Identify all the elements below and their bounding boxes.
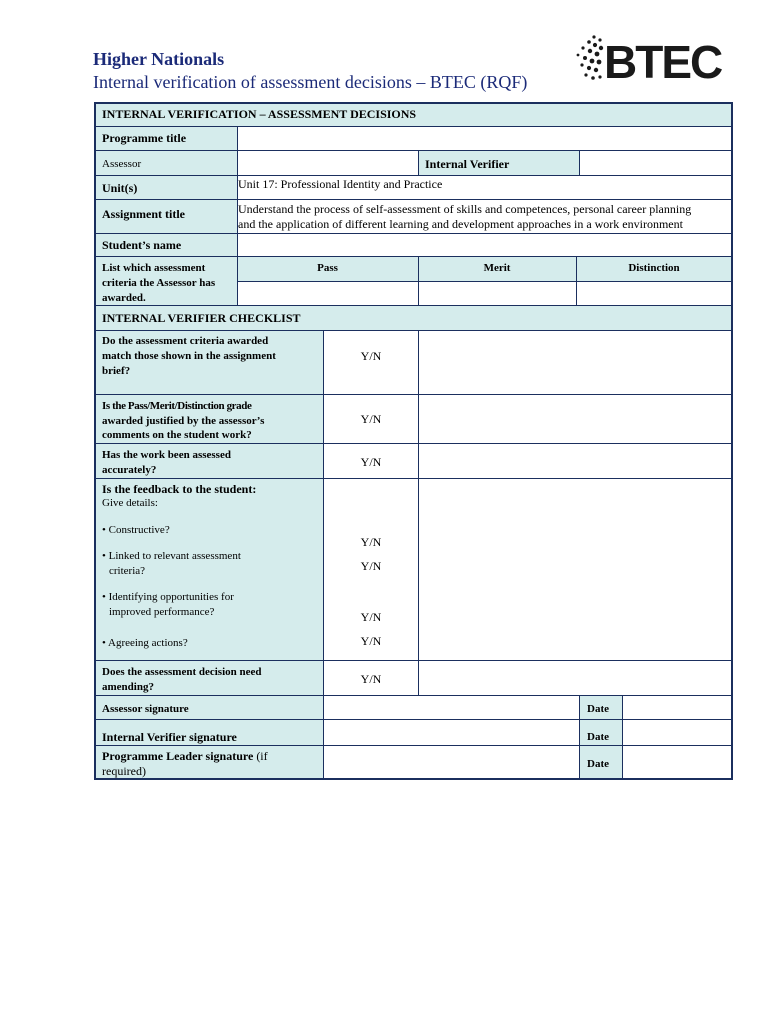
q1-yn[interactable]: Y/N: [360, 349, 382, 363]
q1-line1: Do the assessment criteria awarded: [102, 335, 269, 347]
merit-criteria-field[interactable]: [420, 284, 574, 303]
q2-line3: comments on the student work?: [102, 429, 252, 441]
document-heading: [93, 47, 527, 93]
pl-signature-label-rest2: required): [102, 764, 146, 778]
q1-line2: match those shown in the assignment: [102, 350, 276, 362]
q4-title: Is the feedback to the student:: [102, 482, 257, 496]
pass-header: Pass: [317, 262, 338, 274]
logo-dots-icon: [577, 35, 604, 79]
assessor-field[interactable]: [239, 154, 415, 172]
merit-header: Merit: [483, 262, 511, 274]
pass-criteria-field[interactable]: [239, 284, 416, 303]
assessor-label: Assessor: [102, 158, 142, 170]
q4-bullet-identifying-line2: improved performance?: [109, 606, 215, 618]
criteria-label-line1: List which assessment: [102, 262, 206, 274]
internal-verifier-field[interactable]: [582, 154, 728, 172]
internal-verifier-label: Internal Verifier: [425, 157, 510, 171]
q4-identifying-yn[interactable]: Y/N: [360, 610, 382, 624]
pl-date-label: Date: [587, 758, 609, 770]
q3-line2: accurately?: [102, 464, 157, 476]
distinction-criteria-field[interactable]: [578, 284, 730, 303]
iv-date-label: Date: [587, 731, 609, 743]
section1-title: INTERNAL VERIFICATION – ASSESSMENT DECISIONS: [102, 107, 417, 121]
q4-bullet-linked-line2: criteria?: [109, 565, 146, 577]
distinction-header: Distinction: [628, 262, 680, 274]
assessor-date-field[interactable]: [625, 698, 730, 717]
q3-line1: Has the work been assessed: [102, 449, 231, 461]
q4-bullet-constructive: • Constructive?: [102, 524, 170, 536]
q4-linked-yn[interactable]: Y/N: [360, 559, 382, 573]
iv-signature-label: Internal Verifier signature: [102, 730, 237, 744]
criteria-label-line2: criteria the Assessor has: [102, 277, 216, 289]
pl-signature-field[interactable]: [326, 748, 577, 777]
q4-bullet-agreeing: • Agreeing actions?: [102, 637, 188, 649]
programme-title-field[interactable]: [239, 130, 729, 148]
q5-line1: Does the assessment decision need: [102, 666, 262, 678]
q4-bullet-linked-line1: • Linked to relevant assessment: [102, 550, 241, 562]
q1-comment-field[interactable]: [421, 333, 729, 391]
q5-comment-field[interactable]: [421, 663, 729, 693]
q2-line2: awarded justified by the assessor’s: [102, 415, 265, 427]
q2-comment-field[interactable]: [421, 397, 729, 440]
student-name-field[interactable]: [239, 236, 729, 254]
pl-signature-label-bold: Programme Leader signature: [102, 749, 254, 763]
q4-agreeing-yn[interactable]: Y/N: [360, 634, 382, 648]
logo-wordmark: BTEC: [604, 36, 722, 82]
btec-logo-graphic: [574, 34, 724, 82]
pl-date-field[interactable]: [625, 748, 730, 777]
document-subtitle: Internal verification of assessment decisions – BTEC (RQF): [93, 72, 528, 92]
q2-line1: Is the Pass/Merit/Distinction grade: [102, 400, 252, 412]
q3-comment-field[interactable]: [421, 446, 729, 476]
q4-give-details: Give details:: [102, 497, 158, 509]
q4-constructive-yn[interactable]: Y/N: [360, 535, 382, 549]
q4-comment-field[interactable]: [421, 481, 729, 657]
assignment-title-value-line1[interactable]: Understand the process of self-assessment of skills and competences, personal career planning: [238, 202, 692, 216]
q3-yn[interactable]: Y/N: [360, 455, 382, 469]
iv-date-field[interactable]: [625, 722, 730, 743]
q2-yn[interactable]: Y/N: [360, 412, 382, 426]
pl-signature-label: [102, 749, 322, 764]
document-title: Higher Nationals: [93, 49, 225, 69]
units-label: Unit(s): [102, 181, 138, 195]
assignment-title-label: Assignment title: [102, 207, 185, 221]
pl-signature-label-rest1: (if: [253, 749, 268, 763]
section2-title: INTERNAL VERIFIER CHECKLIST: [102, 311, 301, 325]
iv-signature-field[interactable]: [326, 722, 577, 743]
assessor-date-label: Date: [587, 703, 609, 715]
criteria-label-line3: awarded.: [102, 292, 146, 304]
q5-line2: amending?: [102, 681, 154, 693]
assignment-title-value-line2[interactable]: and the application of different learning and development approaches in a work environment: [238, 217, 683, 231]
btec-logo: [574, 34, 724, 82]
assessor-signature-field[interactable]: [326, 698, 577, 717]
assessor-signature-label: Assessor signature: [102, 703, 189, 715]
q5-yn[interactable]: Y/N: [360, 672, 382, 686]
q1-line3: brief?: [102, 365, 131, 377]
units-value[interactable]: Unit 17: Professional Identity and Practice: [238, 177, 443, 191]
student-name-label: Student’s name: [102, 238, 182, 252]
q4-bullet-identifying-line1: • Identifying opportunities for: [102, 591, 234, 603]
programme-title-label: Programme title: [102, 131, 187, 145]
